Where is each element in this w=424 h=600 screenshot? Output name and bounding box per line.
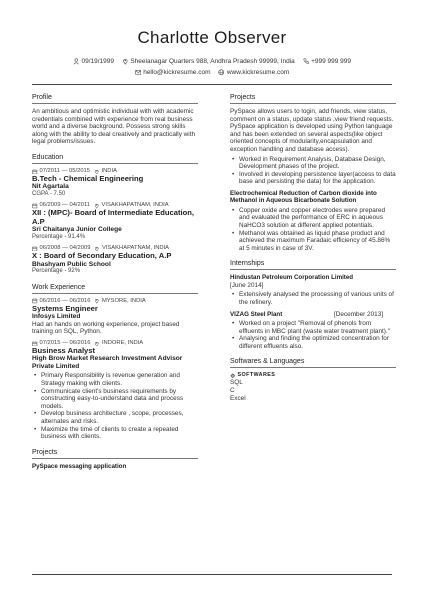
skill-item: C: [230, 387, 235, 395]
internship-date: [June 2014]: [230, 281, 264, 289]
address-text: Sheelanagar Quarters 988, Andhra Pradesh 99999, India: [130, 58, 295, 65]
skills-section: [230, 358, 396, 403]
education-dates: 06/2008 — 04/2009: [39, 245, 91, 252]
profile-heading: Profile: [32, 94, 198, 104]
internship-date: [December 2013]: [334, 310, 384, 318]
education-school: Bhashyam Public School: [32, 260, 111, 268]
birthdate-item: [73, 58, 114, 65]
education-score: Percentage - 91.4%: [32, 233, 86, 240]
project-title: PySpace messaging application: [32, 462, 127, 470]
education-school: Nit Agartala: [32, 183, 69, 191]
profile-section: [32, 94, 198, 146]
education-score: Percentage - 92%: [32, 268, 81, 275]
work-location: MYSORE, INDIA: [90, 298, 145, 305]
address-item: [122, 58, 295, 65]
work-section: [32, 284, 198, 441]
projects-right-section: [230, 94, 396, 252]
education-school: Sri Chaitanya Junior College: [32, 226, 122, 234]
phone-item: [303, 58, 351, 65]
internship-org: VIZAG Steel Plant: [230, 310, 283, 318]
right-column: [230, 94, 396, 411]
internship-item: [230, 311, 396, 351]
list-item: • Develop business architecture , scope, processes, alternates and risks.: [32, 410, 198, 425]
internship-item: [230, 274, 396, 306]
work-dates: 06/2016 — 06/2016: [39, 297, 91, 304]
left-column: [32, 94, 198, 478]
website-link[interactable]: www.kickresume.com: [226, 69, 290, 76]
list-item: • Primary Responsibility is revenue generation and Strategy making with clients.: [32, 372, 198, 387]
birthdate-text: 09/19/1999: [81, 58, 115, 65]
footer-divider: [32, 574, 392, 575]
education-location: INDIA: [90, 168, 117, 175]
work-item: [32, 298, 198, 336]
email-link[interactable]: hello@kickresume.com: [143, 69, 211, 76]
skill-item: SQL: [230, 379, 243, 387]
location-pin-icon: [122, 58, 129, 65]
website-item[interactable]: [218, 69, 289, 76]
project-bullets: [230, 207, 396, 253]
list-item: • Worked in Requirement Analysis, Database Design, Development phases of the project.: [230, 156, 396, 171]
education-degree: X : Board of Secondary Education, A.P: [32, 251, 172, 261]
skills-group: [230, 372, 396, 378]
list-item: • Involved in developing persistence layer(access to data base and persisting the data) for the application.: [230, 171, 396, 186]
work-item: [32, 340, 198, 441]
internship-bullets: [230, 291, 396, 306]
education-item: [32, 168, 198, 198]
gear-icon: [230, 373, 236, 379]
email-item[interactable]: [135, 69, 211, 76]
work-role: Business Analyst: [32, 345, 96, 355]
education-item: [32, 245, 198, 275]
list-item: • Communicate client's business requirements by constructing easy-to-understand data and process models.: [32, 388, 198, 411]
education-section: [32, 154, 198, 276]
skills-group-label: SOFTWARES: [237, 372, 276, 379]
project-title: Electrochemical Reduction of Carbon dioxide into Methanol in Aqueous Bicarbonate Solution: [230, 189, 377, 205]
skills-heading: Softwares & Languages: [230, 358, 396, 368]
internship-bullets: [230, 320, 396, 350]
candidate-name: Charlotte Observer: [137, 28, 287, 47]
phone-icon: [303, 58, 310, 65]
work-dates: 07/2015 — 06/2016: [39, 339, 91, 346]
education-score: CGPA - 7.50: [32, 190, 66, 197]
work-location: INDORE, INDIA: [90, 340, 143, 347]
education-degree: XII : (MPC)- Board of Intermediate Education, A.P: [32, 208, 195, 226]
contact-line-1: [0, 58, 424, 67]
header-divider: [32, 84, 392, 85]
education-dates: 07/2011 — 05/2015: [39, 167, 90, 174]
internship-org: Hindustan Petroleum Corporation Limited: [230, 274, 354, 282]
education-dates: 06/2009 — 04/2011: [39, 202, 90, 209]
globe-icon: [218, 69, 225, 76]
projects-right-heading: Projects: [230, 94, 396, 104]
education-item: [32, 202, 198, 241]
education-heading: Education: [32, 154, 198, 164]
work-company: Infosys Limited: [32, 313, 81, 320]
work-role: Systems Engineer: [32, 303, 98, 313]
work-description: Had an hands on working experience, project based training on SQL, Python.: [32, 320, 180, 336]
work-company: High Brow Market Research Investment Advisor Private Limited: [32, 355, 183, 370]
person-icon: [73, 58, 80, 65]
projects-left-section: [32, 449, 198, 470]
education-degree: B.Tech - Chemical Engineering: [32, 173, 144, 183]
envelope-icon: [135, 69, 142, 76]
internships-section: [230, 260, 396, 350]
list-item: • Methanol was obtained as liquid phase product and achieved the maximum Faradaic efficiency of 45.86% at 5 minutes in case of 3V.: [230, 230, 396, 253]
list-item: • Copper oxide and copper electrodes were prepared and evaluated the performance of ERC in aqueous NaHCO3 solution at different applied potentials.: [230, 207, 396, 230]
profile-text: An ambitious and optimistic individual with with academic credentials combined with experience from real business world and a diverse background. Possess strong skills along with the ability to deal creatively and practically with legal problems/issues.: [32, 108, 196, 146]
projects-left-heading: Projects: [32, 449, 198, 459]
list-item: • Maximize the time of clients to create a repeated business with clients.: [32, 426, 198, 441]
list-item: • Worked on a project "Removal of phenols from effluents in MBC plant (waste water treatment plant).": [230, 320, 396, 335]
work-heading: Work Experience: [32, 284, 198, 294]
internship-header-row: [230, 311, 396, 319]
education-location: VISAKHAPATNAM, INDIA: [90, 245, 169, 252]
list-item: • Analysing and finding the optimized concentration for different effluents also.: [230, 335, 396, 350]
list-item: • Extensively analysed the processing of various units of the refinery.: [230, 291, 396, 306]
work-bullets: [32, 372, 198, 440]
education-location: VISAKHAPATNAM, INDIA: [90, 202, 169, 209]
location-pin-icon: [94, 341, 100, 347]
project-bullets: [230, 156, 396, 186]
skill-item: Excel: [230, 395, 246, 403]
phone-text: +999 999 999: [311, 58, 352, 65]
internships-heading: Internships: [230, 260, 396, 270]
contact-line-2: [0, 69, 424, 78]
project-intro: PySpace allows users to login, add friends, view status, comment on a status, update status ,view friend requests. PySpace application is developed using Python language and has been extended on several aspects(like object oriented concepts of modularity,encapsulation and exception handling and database access).: [230, 108, 394, 153]
